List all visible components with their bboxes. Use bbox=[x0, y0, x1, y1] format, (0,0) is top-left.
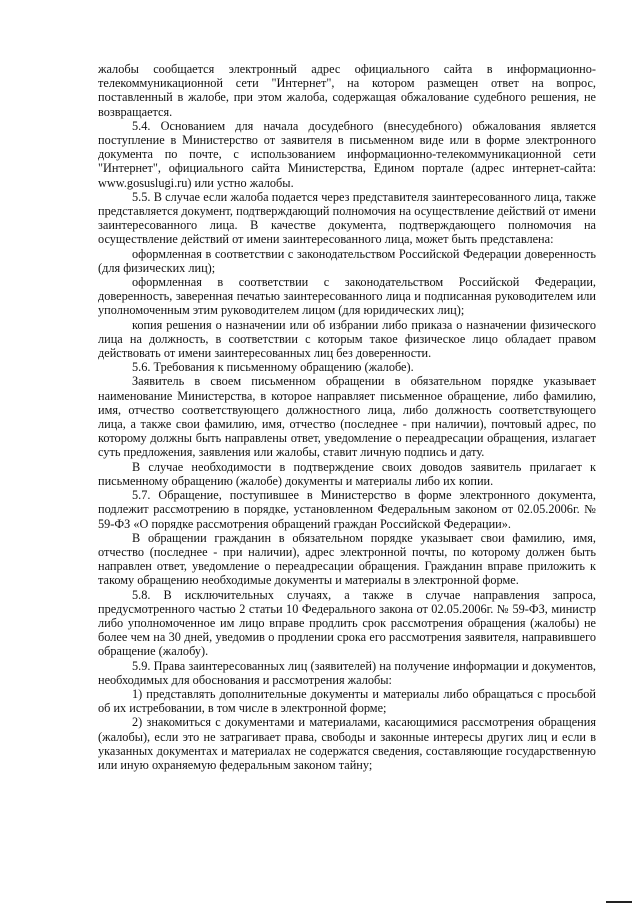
paragraph-5-6-heading: 5.6. Требования к письменному обращению (жалобе). bbox=[132, 360, 414, 375]
scan-edge-mark bbox=[606, 901, 632, 903]
document-page bbox=[98, 62, 596, 772]
paragraph-5-7: 5.7. Обращение, поступившее в Министерство в форме электронного документа, подлежит рассмотрению в порядке, установленном Федеральным законом от 02.05.2006г. № 59-ФЗ «О порядке рассмотрения обращений граждан Российской Федерации». bbox=[98, 488, 596, 531]
paragraph-5-5-item-1: оформленная в соответствии с законодательством Российской Федерации доверенность (для физических лиц); bbox=[98, 246, 596, 275]
paragraph-5-8: 5.8. В исключительных случаях, а также в случае направления запроса, предусмотренного частью 2 статьи 10 Федерального закона от 02.05.2006г. № 59-ФЗ, министр либо уполномоченное им лицо вправе продлить срок рассмотрения обращения (жалобы) не более чем на 30 дней, уведомив о продлении срока его рассмотрения заявителя, направившего обращение (жалобу). bbox=[98, 587, 596, 659]
paragraph-5-9: 5.9. Права заинтересованных лиц (заявителей) на получение информации и документов, необходимых для обоснования и рассмотрения жалобы: bbox=[98, 658, 596, 687]
paragraph-5-9-item-2: 2) знакомиться с документами и материалами, касающимися рассмотрения обращения (жалобы), если это не затрагивает права, свободы и законные интересы других лиц и если в указанных документах и материалах не содержатся сведения, составляющие государственную или иную охраняемую федеральным законом тайну; bbox=[98, 715, 596, 772]
paragraph-5-5-item-2: оформленная в соответствии с законодательством Российской Федерации, доверенность, заверенная печатью заинтересованного лица и подписанная руководителем или уполномоченным этим руководителем лицом (для юридических лиц); bbox=[98, 275, 596, 318]
paragraph-5-9-item-1: 1) представлять дополнительные документы и материалы либо обращаться с просьбой об их истребовании, в том числе в электронной форме; bbox=[98, 686, 596, 716]
paragraph-5-5: 5.5. В случае если жалоба подается через представителя заинтересованного лица, также представляется документ, подтверждающий полномочия на осуществление действий от имени заинтересованного лица. В качестве документа, подтверждающего полномочия на осуществление действий от имени заинтересованного лица, может быть представлена: bbox=[98, 189, 596, 247]
paragraph-5-6-attachments: В случае необходимости в подтверждение своих доводов заявитель прилагает к письменному обращению (жалобе) документы и материалы либо их копии. bbox=[98, 459, 596, 488]
paragraph-5-4: 5.4. Основанием для начала досудебного (внесудебного) обжалования является поступление в Министерство от заявителя в письменном виде или в форме электронного документа по почте, с использованием информационно-телекоммуникационной сети "Интернет", официального сайта Министерства, Едином портале (адрес интернет-сайта: www.gosuslugi.ru) или устно жалобы. bbox=[98, 118, 596, 190]
paragraph-continuation: жалобы сообщается электронный адрес официального сайта в информационно-телекоммуникационной сети "Интернет", на котором размещен ответ на вопрос, поставленный в жалобе, при этом жалоба, содержащая обжалование судебного решения, не возвращается. bbox=[98, 62, 596, 119]
paragraph-5-5-item-3: копия решения о назначении или об избрании либо приказа о назначении физического лица на должность, в соответствии с которым такое физическое лицо обладает правом действовать от имени заинтересованных лиц без доверенности. bbox=[98, 317, 596, 361]
paragraph-5-7-electronic: В обращении гражданин в обязательном порядке указывает свои фамилию, имя, отчество (последнее - при наличии), адрес электронной почты, по которому должен быть направлен ответ, уведомление о переадресации обращения. Гражданин вправе приложить к такому обращению необходимые документы и материалы в электронной форме. bbox=[98, 530, 596, 588]
paragraph-5-6-body: Заявитель в своем письменном обращении в обязательном порядке указывает наименование Министерства, в которое направляет письменное обращение, либо фамилию, имя, отчество соответствующего должностного лица, либо должность соответствующего лица, а также свои фамилию, имя, отчество (последнее - при наличии), почтовый адрес, по которому должны быть направлены ответ, уведомление о переадресации обращения, излагает суть предложения, заявления или жалобы, ставит личную подпись и дату. bbox=[98, 374, 596, 460]
